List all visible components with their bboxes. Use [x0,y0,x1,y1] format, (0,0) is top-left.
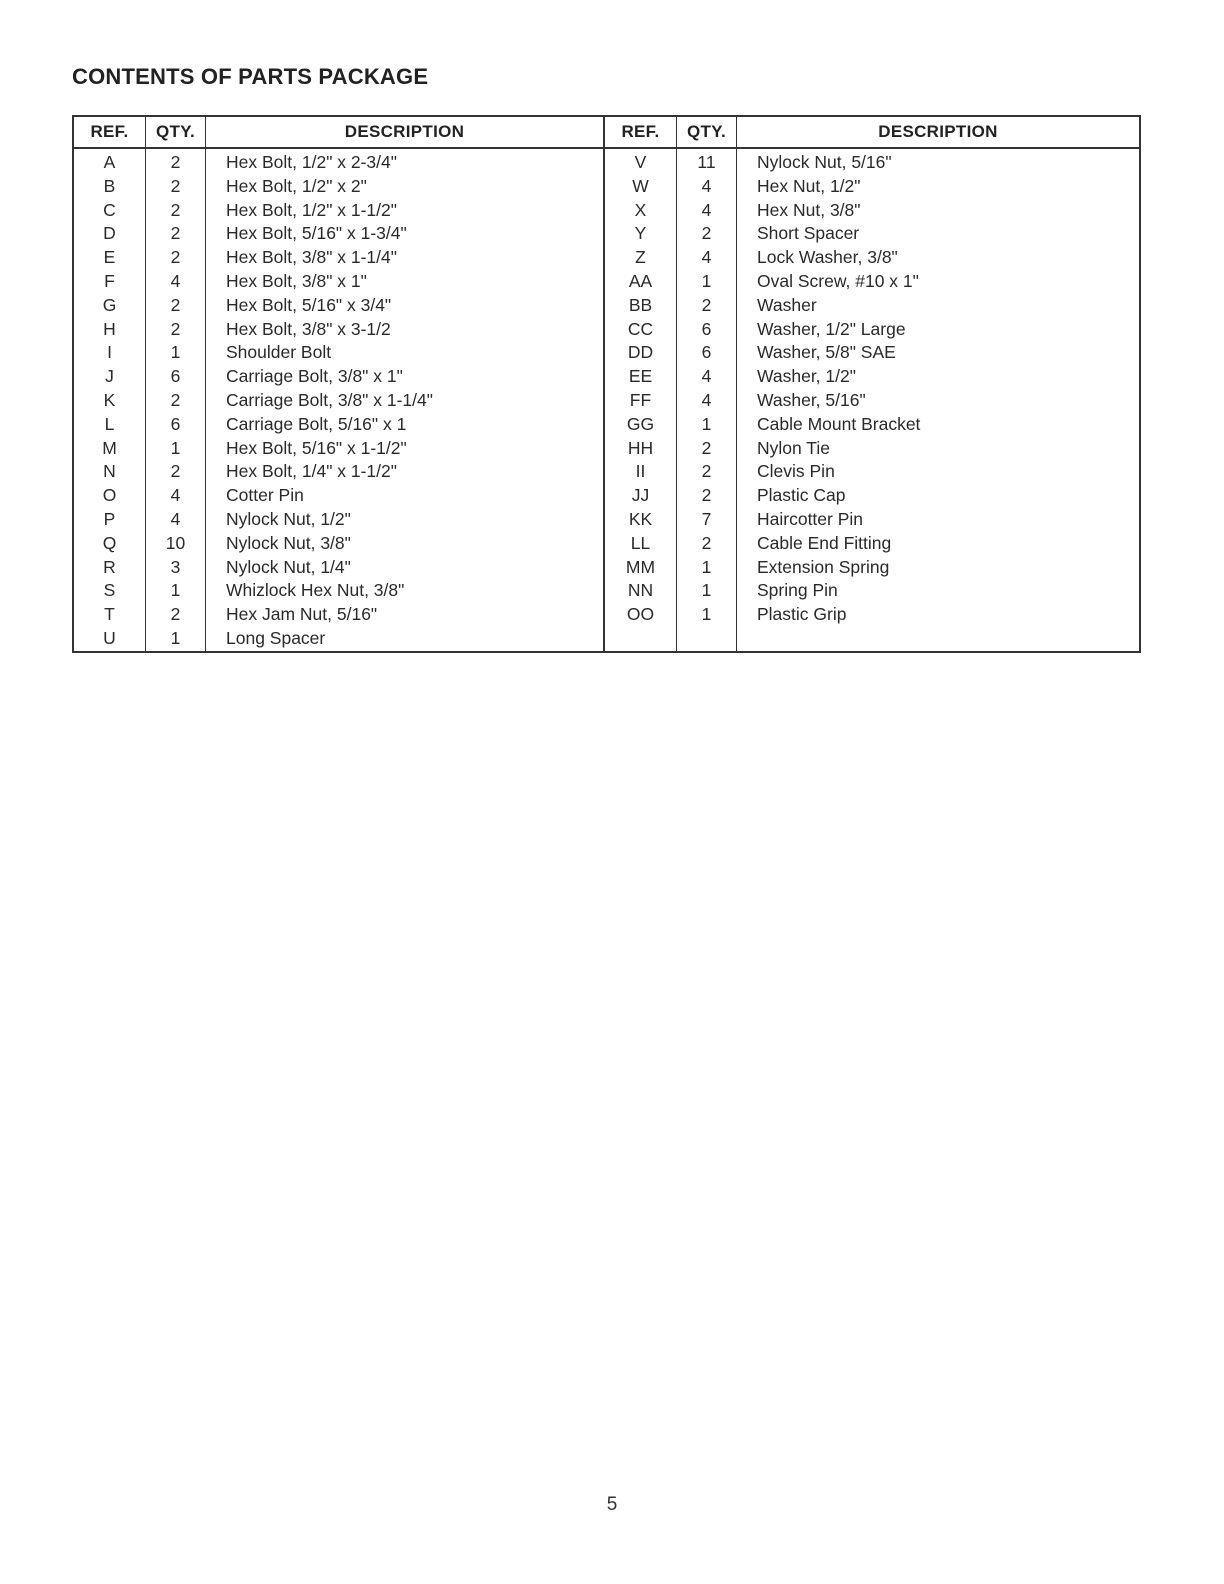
part-description-cell: Oval Screw, #10 x 1" [757,270,919,291]
part-description-cell: Cable End Fitting [757,532,892,553]
part-qty-cell: 10 [165,532,186,553]
part-description-cell: Carriage Bolt, 3/8" x 1-1/4" [226,389,433,410]
part-ref-cell: T [104,604,115,625]
part-description-cell: Short Spacer [757,223,860,244]
part-description-cell: Hex Bolt, 1/2" x 2" [226,175,367,196]
part-description-cell: Washer, 1/2" Large [757,318,906,339]
part-description-cell: Plastic Cap [757,485,846,506]
part-description-cell: Washer, 5/8" SAE [757,342,896,363]
ref-column [605,149,677,651]
part-ref-cell: II [635,461,646,482]
part-ref-cell: D [103,223,116,244]
part-ref-cell: W [632,175,649,196]
parts-table-left [74,117,605,651]
part-description-cell: Hex Nut, 3/8" [757,199,861,220]
part-ref-cell: U [103,627,116,648]
part-qty-cell: 4 [701,175,712,196]
part-qty-cell: 4 [170,508,181,529]
part-qty-cell: 3 [170,556,181,577]
part-description-cell: Nylon Tie [757,437,830,458]
part-qty-cell: 1 [701,604,712,625]
part-description-cell: Cotter Pin [226,485,304,506]
part-qty-cell: 1 [701,556,712,577]
page-number: 5 [606,1494,618,1515]
qty-header: QTY. [677,117,737,147]
part-description-cell: Hex Bolt, 1/4" x 1-1/2" [226,461,397,482]
part-ref-cell: F [104,270,115,291]
part-qty-cell: 2 [701,485,712,506]
part-qty-cell: 4 [701,366,712,387]
part-ref-cell: B [103,175,116,196]
part-qty-cell: 1 [701,580,712,601]
part-qty-cell: 1 [701,413,712,434]
part-ref-cell: CC [627,318,654,339]
part-description-cell: Hex Nut, 1/2" [757,175,861,196]
part-ref-cell: NN [627,580,654,601]
part-qty-cell: 2 [170,152,181,172]
part-description-cell: Hex Bolt, 5/16" x 3/4" [226,294,392,315]
part-ref-cell: J [105,366,114,387]
part-qty-cell: 1 [701,270,712,291]
part-qty-cell: 2 [170,175,181,196]
part-description-cell: Hex Jam Nut, 5/16" [226,604,378,625]
description-header: DESCRIPTION [344,122,465,141]
part-ref-cell: EE [628,366,653,387]
description-header: DESCRIPTION [878,122,998,141]
part-ref-cell: L [104,413,115,434]
part-description-cell: Whizlock Hex Nut, 3/8" [226,580,405,601]
part-ref-cell: BB [628,294,653,315]
part-ref-cell: E [103,247,116,268]
part-ref-cell: C [103,199,116,220]
part-description-cell: Washer, 5/16" [757,389,866,410]
table-header [74,117,603,149]
qty-column [677,149,737,651]
parts-table [72,115,1141,653]
part-ref-cell: HH [627,437,654,458]
part-ref-cell: K [103,389,116,410]
part-qty-cell: 2 [701,437,712,458]
part-description-cell: Washer [757,294,817,315]
part-description-cell: Nylock Nut, 5/16" [757,152,892,172]
part-ref-cell: KK [628,508,653,529]
part-ref-cell: Y [634,223,647,244]
table-header [605,117,1139,149]
part-qty-cell: 4 [701,199,712,220]
part-qty-cell: 4 [170,270,181,291]
part-qty-cell: 2 [170,604,181,625]
part-qty-cell: 2 [701,223,712,244]
part-ref-cell: S [103,580,116,601]
part-ref-cell: M [102,437,117,458]
part-description-cell: Long Spacer [226,627,326,648]
part-ref-cell: H [103,318,116,339]
part-qty-cell: 2 [701,461,712,482]
part-description-cell: Carriage Bolt, 5/16" x 1 [226,413,407,434]
part-qty-cell: 4 [170,485,181,506]
ref-column [74,149,146,651]
part-description-cell: Nylock Nut, 3/8" [226,532,351,553]
part-qty-cell: 2 [170,294,181,315]
part-qty-cell: 2 [170,223,181,244]
part-description-cell: Carriage Bolt, 3/8" x 1" [226,366,403,387]
part-ref-cell: LL [630,532,651,553]
page-title: CONTENTS OF PARTS PACKAGE [72,64,429,89]
part-ref-cell: N [103,461,116,482]
part-ref-cell: I [107,342,112,363]
part-ref-cell: A [103,152,116,172]
part-description-cell: Nylock Nut, 1/2" [226,508,351,529]
part-ref-cell: V [634,152,647,172]
part-qty-cell: 6 [701,342,712,363]
part-ref-cell: P [103,508,116,529]
part-ref-cell: MM [625,556,656,577]
part-description-cell: Washer, 1/2" [757,366,856,387]
part-ref-cell: DD [627,342,654,363]
part-description-cell: Hex Bolt, 5/16" x 1-1/2" [226,437,407,458]
part-qty-cell: 2 [170,247,181,268]
part-qty-cell: 2 [701,294,712,315]
description-column [737,149,1139,651]
part-description-cell: Hex Bolt, 1/2" x 2-3/4" [226,152,397,172]
qty-column [146,149,206,651]
part-qty-cell: 2 [170,389,181,410]
part-description-cell: Hex Bolt, 3/8" x 3-1/2 [226,318,391,339]
part-description-cell: Plastic Grip [757,604,847,625]
part-ref-cell: OO [626,604,655,625]
part-description-cell: Shoulder Bolt [226,342,332,363]
part-ref-cell: O [102,485,117,506]
part-description-cell: Lock Washer, 3/8" [757,247,898,268]
part-ref-cell: FF [629,389,652,410]
part-ref-cell: X [634,199,647,220]
part-qty-cell: 1 [170,627,181,648]
part-qty-cell: 6 [170,366,181,387]
part-qty-cell: 2 [170,461,181,482]
qty-header: QTY. [146,117,206,147]
part-ref-cell: JJ [631,485,650,506]
part-ref-cell: Z [635,247,646,268]
ref-header: REF. [74,117,146,147]
part-qty-cell: 1 [170,437,181,458]
part-qty-cell: 6 [170,413,181,434]
ref-header: REF. [605,117,677,147]
part-description-cell: Hex Bolt, 1/2" x 1-1/2" [226,199,397,220]
part-qty-cell: 2 [701,532,712,553]
part-qty-cell: 11 [697,152,716,172]
part-qty-cell: 4 [701,247,712,268]
table-body [74,149,603,651]
part-description-cell: Hex Bolt, 3/8" x 1-1/4" [226,247,397,268]
part-description-cell: Hex Bolt, 3/8" x 1" [226,270,367,291]
part-qty-cell: 7 [701,508,712,529]
part-ref-cell: R [103,556,116,577]
part-ref-cell: AA [628,270,653,291]
part-description-cell: Haircotter Pin [757,508,864,529]
part-qty-cell: 2 [170,318,181,339]
part-qty-cell: 1 [170,580,181,601]
part-description-cell: Spring Pin [757,580,838,601]
part-qty-cell: 2 [170,199,181,220]
parts-table-right [605,117,1139,651]
part-ref-cell: GG [626,413,655,434]
part-description-cell: Clevis Pin [757,461,835,482]
part-qty-cell: 6 [701,318,712,339]
part-description-cell: Cable Mount Bracket [757,413,921,434]
part-ref-cell: Q [102,532,117,553]
part-description-cell: Nylock Nut, 1/4" [226,556,351,577]
part-description-cell: Extension Spring [757,556,890,577]
description-column [206,149,603,651]
table-body [605,149,1139,651]
part-ref-cell: G [102,294,117,315]
part-qty-cell: 1 [170,342,181,363]
part-qty-cell: 4 [701,389,712,410]
part-description-cell: Hex Bolt, 5/16" x 1-3/4" [226,223,407,244]
